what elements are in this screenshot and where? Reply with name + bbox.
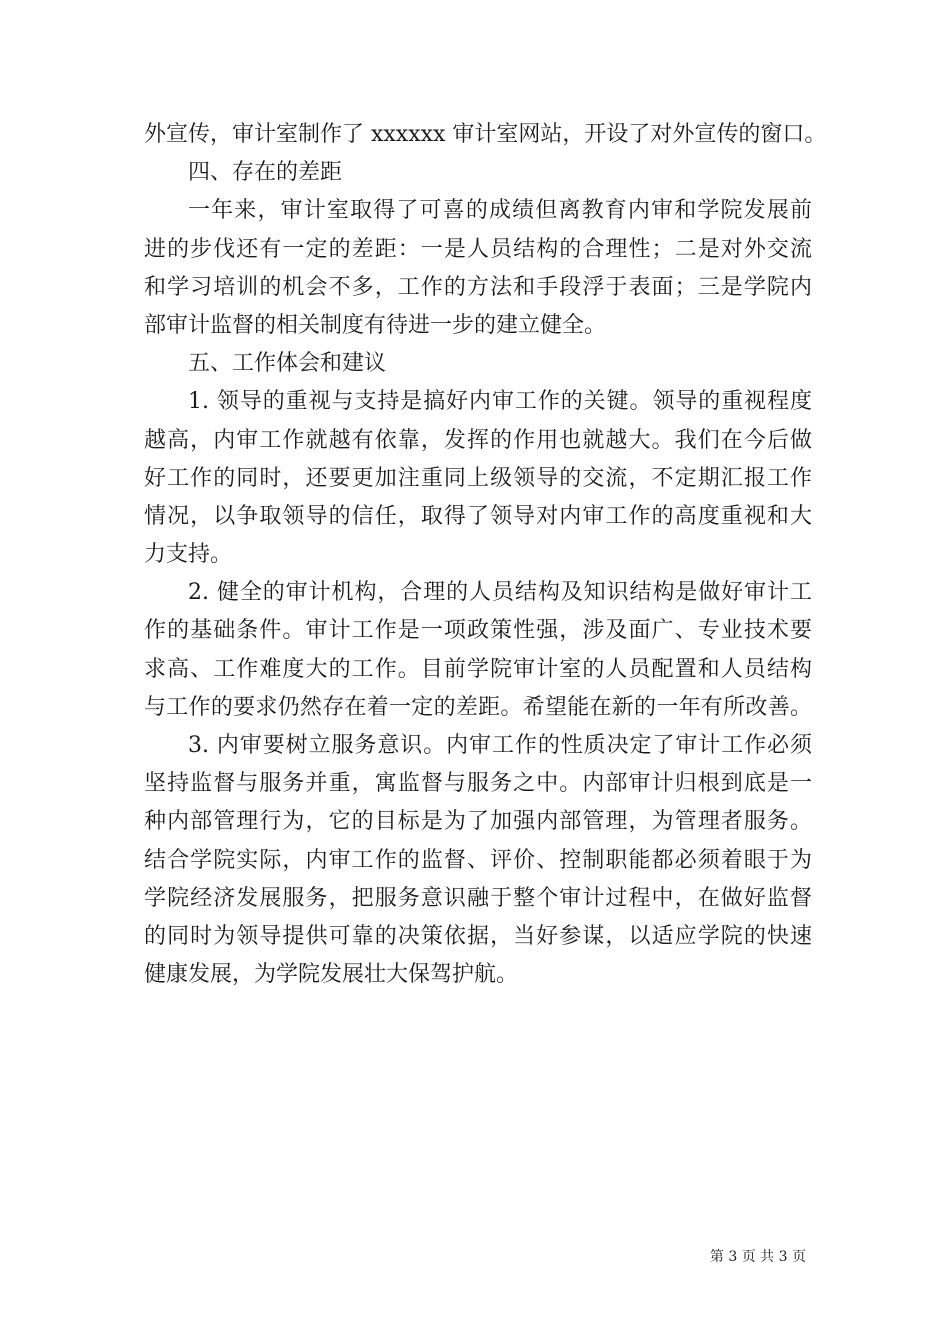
paragraph-line: 部审计监督的相关制度有待进一步的建立健全。: [144, 312, 607, 338]
paragraph-line: 3. 内审要树立服务意识。内审工作的性质决定了审计工作必须: [188, 733, 812, 758]
document-body: [144, 116, 827, 994]
paragraph-line: 进的步伐还有一定的差距：一是人员结构的合理性；二是对外交流: [144, 236, 812, 262]
paragraph-line: 坚持监督与服务并重，寓监督与服务之中。内部审计归根到底是一: [144, 771, 812, 797]
paragraph-line: 2. 健全的审计机构，合理的人员结构及知识结构是做好审计工: [188, 580, 812, 606]
paragraph-line: 越高，内审工作就越有依靠，发挥的作用也就越大。我们在今后做: [144, 427, 812, 453]
paragraph-line: 的同时为领导提供可靠的决策依据，当好参谋，以适应学院的快速: [144, 923, 812, 949]
section-heading-gaps: 四、存在的差距: [188, 160, 343, 186]
paragraph-line: 一年来，审计室取得了可喜的成绩但离教育内审和学院发展前: [188, 198, 812, 224]
paragraph-line: 学院经济发展服务，把服务意识融于整个审计过程中，在做好监督: [144, 885, 812, 911]
paragraph-line: 力支持。: [144, 542, 233, 568]
paragraph-line: 情况，以争取领导的信任，取得了领导对内审工作的高度重视和大: [144, 503, 812, 529]
paragraph-line: 作的基础条件。审计工作是一项政策性强，涉及面广、专业技术要: [144, 618, 812, 644]
paragraph-line: 好工作的同时，还要更加注重同上级领导的交流，不定期汇报工作: [144, 465, 812, 491]
paragraph-line: 结合学院实际，内审工作的监督、评价、控制职能都必须着眼于为: [144, 847, 812, 873]
page-number: 第 3 页 共 3 页: [709, 1249, 806, 1265]
paragraph-line: 和学习培训的机会不多，工作的方法和手段浮于表面；三是学院内: [144, 274, 812, 300]
paragraph-line: 1. 领导的重视与支持是搞好内审工作的关键。领导的重视程度: [188, 389, 812, 415]
paragraph-line: 与工作的要求仍然存在着一定的差距。希望能在新的一年有所改善。: [144, 694, 812, 720]
paragraph-line: 外宣传，审计室制作了 xxxxxx 审计室网站，开设了对外宣传的窗口。: [144, 122, 827, 147]
paragraph-line: 种内部管理行为，它的目标是为了加强内部管理，为管理者服务。: [144, 809, 812, 835]
paragraph-line: 求高、工作难度大的工作。目前学院审计室的人员配置和人员结构: [144, 656, 812, 682]
paragraph-line: 健康发展，为学院发展壮大保驾护航。: [144, 962, 519, 988]
section-heading-experience: 五、工作体会和建议: [188, 351, 387, 377]
